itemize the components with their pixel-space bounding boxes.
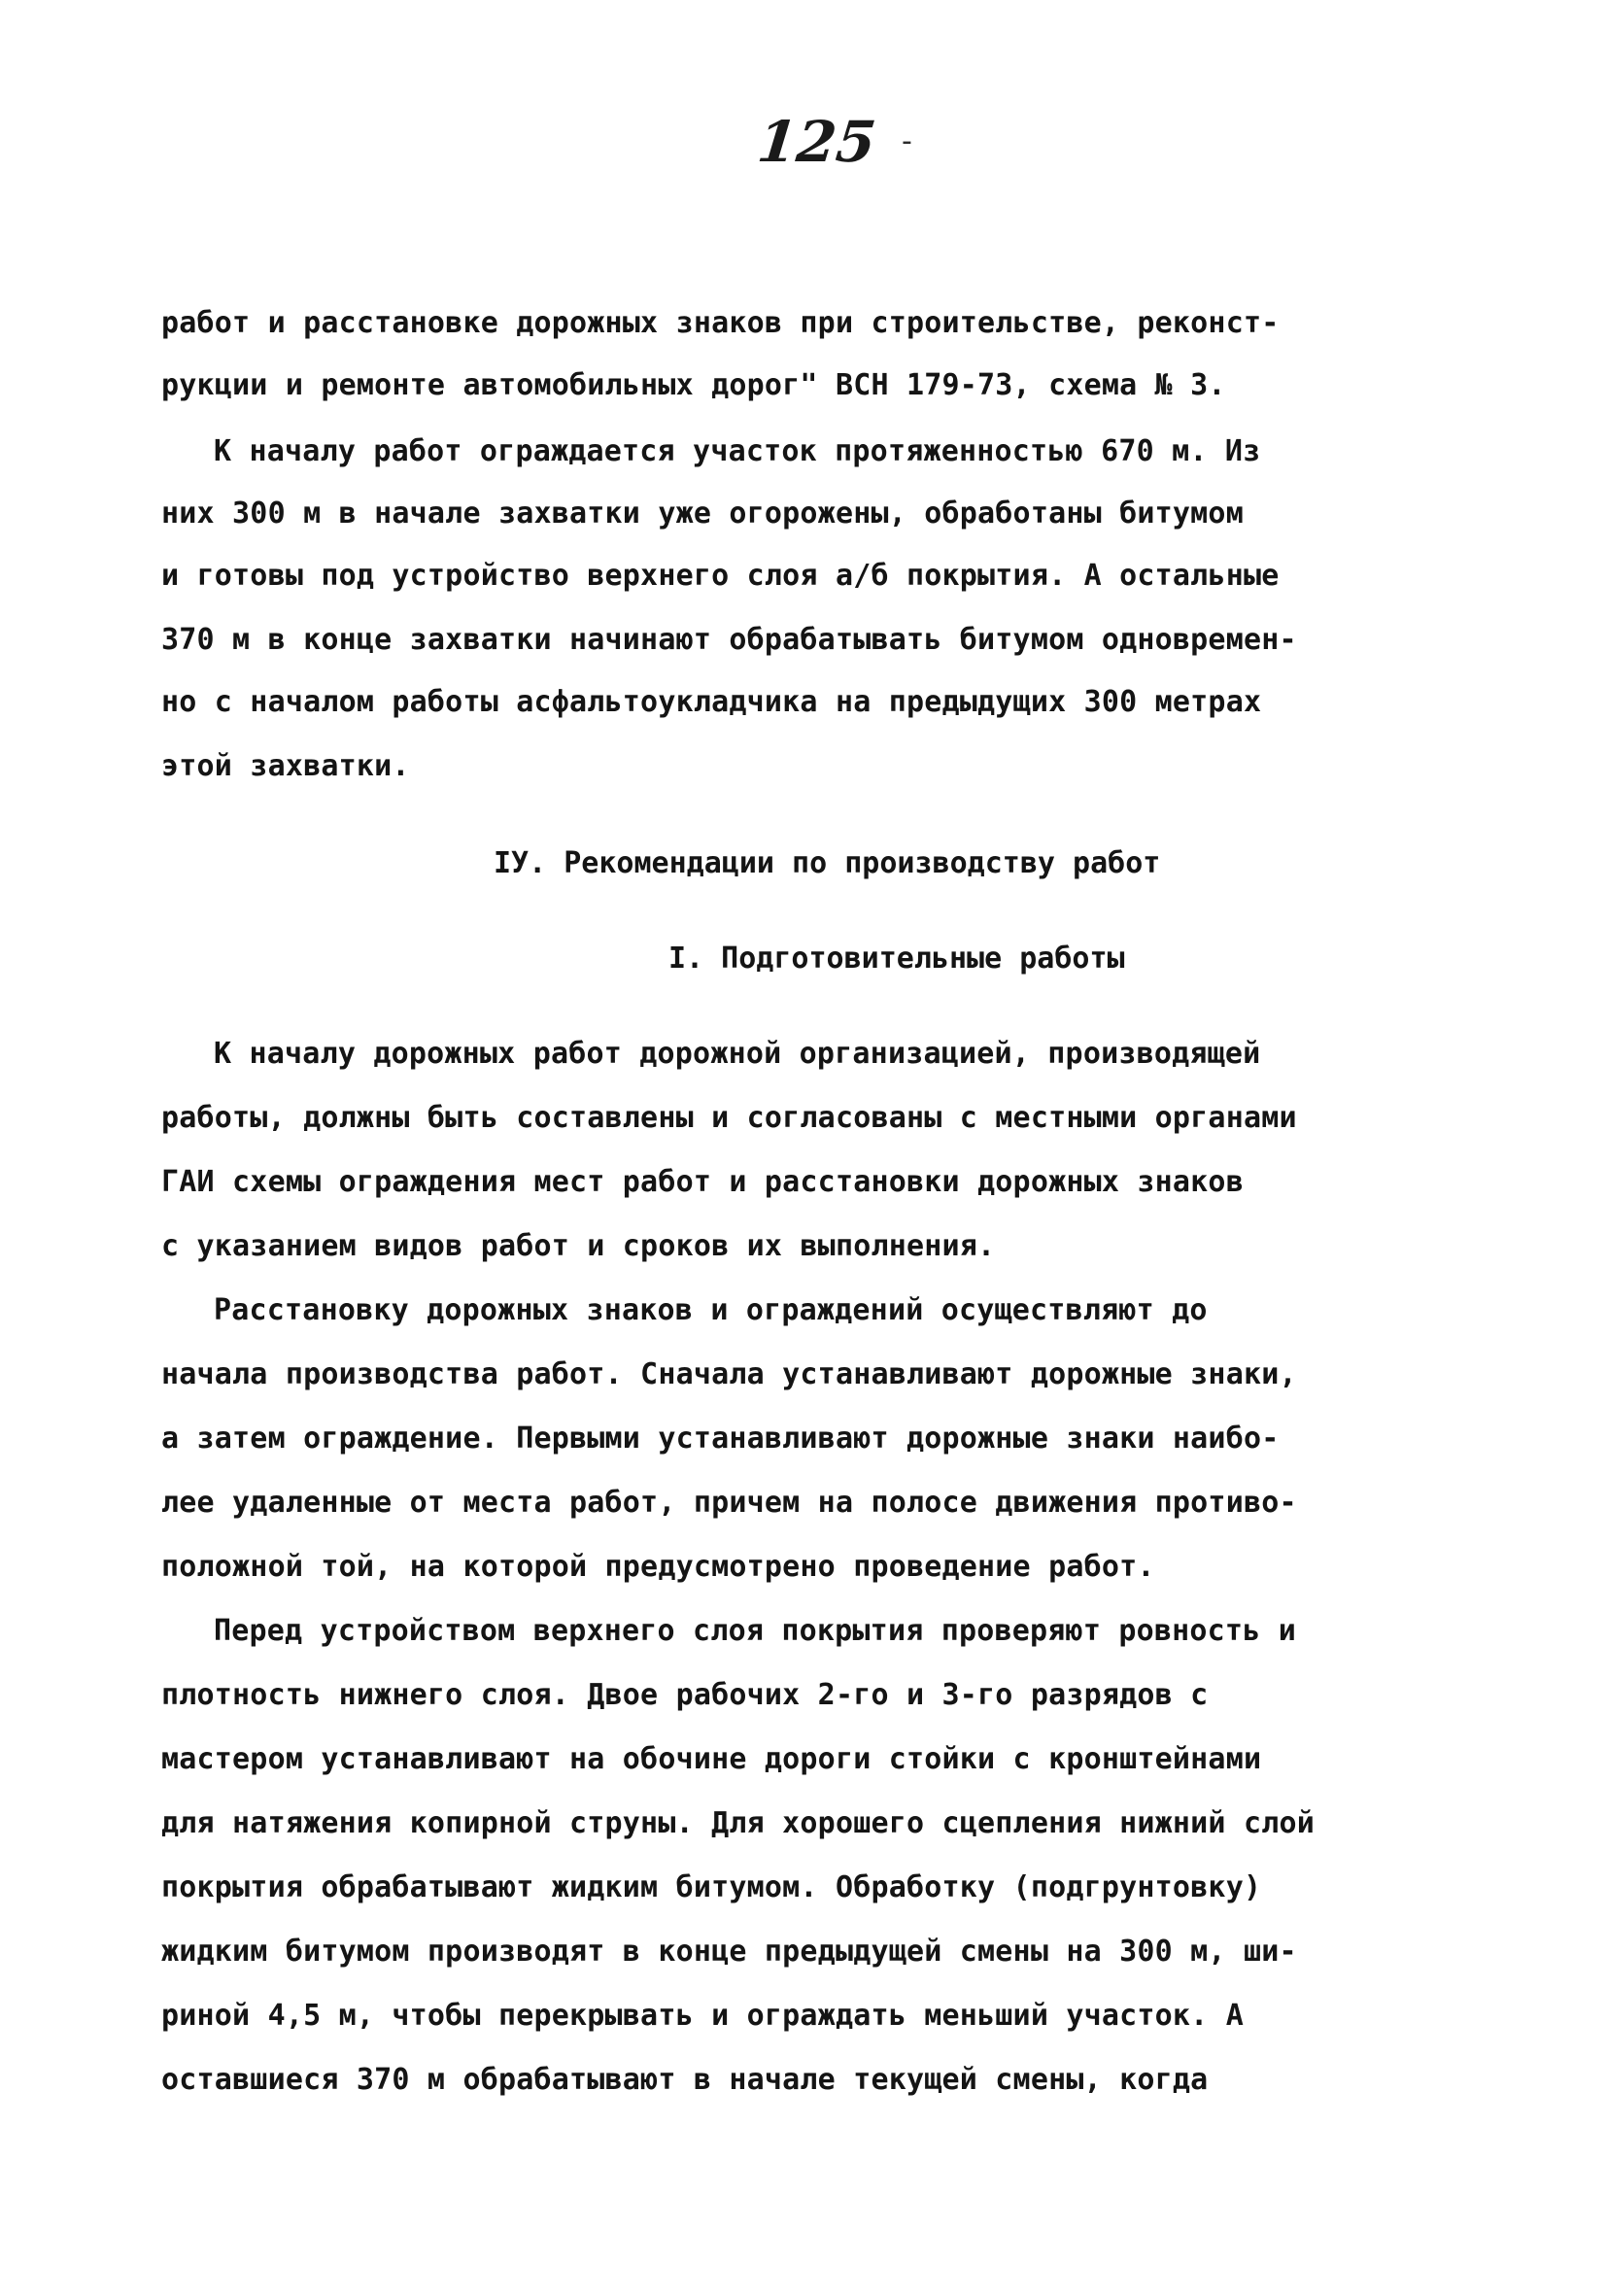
paragraph-4-line-1: Расстановку дорожных знаков и ограждений осуществляют до (214, 1293, 1208, 1327)
section-heading: IУ. Рекомендации по производству работ (494, 846, 1161, 880)
paragraph-5-line-3: мастером устанавливают на обочине дороги стойки с кронштейнами (161, 1742, 1262, 1776)
paragraph-2-line-2: них 300 м в начале захватки уже огорожены, обработаны битумом (161, 497, 1244, 531)
paragraph-5-line-1: Перед устройством верхнего слоя покрытия проверяют ровность и (214, 1614, 1296, 1648)
paragraph-5-line-7: риной 4,5 м, чтобы перекрывать и ограждать меньший участок. А (161, 1999, 1244, 2033)
paragraph-5-line-8: оставшиеся 370 м обрабатывают в начале текущей смены, когда (161, 2063, 1209, 2097)
paragraph-3-line-1: К началу дорожных работ дорожной организацией, производящей (214, 1037, 1261, 1071)
page-number: 125 (754, 109, 879, 175)
paragraph-3-line-2: работы, должны быть составлены и согласованы с местными органами (161, 1101, 1297, 1135)
paragraph-2-line-1: К началу работ ограждается участок протяженностью 670 м. Из (214, 434, 1261, 468)
paragraph-2-line-6: этой захватки. (161, 749, 410, 783)
paragraph-1-line-1: работ и расстановке дорожных знаков при строительстве, реконст- (161, 306, 1280, 340)
paragraph-5-line-2: плотность нижнего слоя. Двое рабочих 2-го и 3-го разрядов с (161, 1678, 1209, 1712)
paragraph-2-line-5: но с началом работы асфальтоукладчика на предыдущих 300 метрах (161, 685, 1262, 719)
paragraph-3-line-4: с указанием видов работ и сроков их выполнения. (161, 1229, 996, 1263)
paragraph-4-line-3: а затем ограждение. Первыми устанавливают дорожные знаки наибо- (161, 1422, 1280, 1456)
paragraph-3-line-3: ГАИ схемы ограждения мест работ и расстановки дорожных знаков (161, 1165, 1244, 1199)
paragraph-5-line-4: для натяжения копирной струны. Для хорошего сцепления нижний слой (161, 1806, 1315, 1840)
paragraph-1-line-2: рукции и ремонте автомобильных дорог" ВСН 179-73, схема № 3. (161, 368, 1226, 402)
paragraph-4-line-4: лее удаленные от места работ, причем на полосе движения противо- (161, 1486, 1297, 1520)
paragraph-5-line-5: покрытия обрабатывают жидким битумом. Обработку (подгрунтовку) (161, 1870, 1262, 1904)
paragraph-5-line-6: жидким битумом производят в конце предыдущей смены на 300 м, ши- (161, 1935, 1297, 1969)
paragraph-4-line-5: положной той, на которой предусмотрено проведение работ. (161, 1550, 1155, 1584)
page-number-mark: - (902, 124, 912, 158)
paragraph-4-line-2: начала производства работ. Сначала устанавливают дорожные знаки, (161, 1357, 1297, 1391)
paragraph-2-line-4: 370 м в конце захватки начинают обрабатывать битумом одновремен- (161, 623, 1297, 657)
paragraph-2-line-3: и готовы под устройство верхнего слоя а/б покрытия. А остальные (161, 559, 1280, 593)
subsection-heading: I. Подготовительные работы (668, 942, 1125, 976)
